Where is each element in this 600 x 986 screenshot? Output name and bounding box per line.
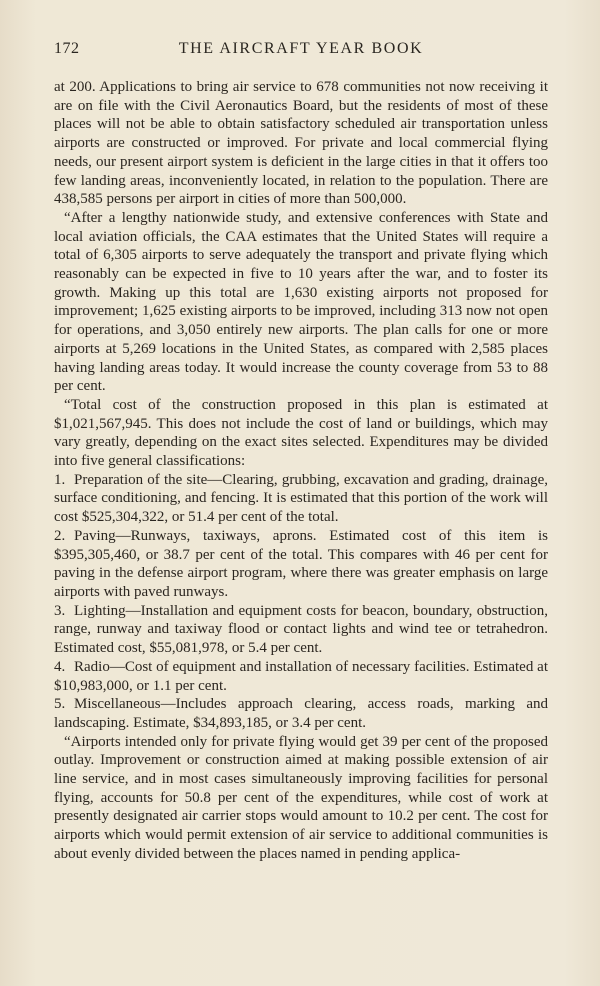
list-item-number: 5. <box>54 696 66 713</box>
list-item-text: Preparation of the site—Clearing, grubbing, excavation and grading, drainage, surface conditioning, and fencing. It is estimated that this portion of the work will cost $525,304,322, or 51.4 per cent of the total. <box>54 471 548 526</box>
paragraph-caa-study: “After a lengthy nationwide study, and extensive conferences with State and local aviation officials, the CAA estimates that the United States will require a total of 6,305 airports to serve adequately the transport and private flying which reasonably can be expected in five to 10 years after the war, and to foster its growth. Making up this total are 1,630 existing airports not proposed for improvement; 1,625 existing airports to be improved, including 313 now not open for operations, and 3,050 entirely new airports. The plan calls for one or more airports at 5,269 locations in the United States, as compared with 2,585 places having landing areas today. It would increase the county coverage from 53 to 88 per cent. <box>54 209 548 395</box>
list-item-number: 1. <box>54 471 66 488</box>
list-item-number: 3. <box>54 602 66 619</box>
list-item-number: 4. <box>54 658 66 675</box>
list-item-text: Miscellaneous—Includes approach clearing, access roads, marking and landscaping. Estimate, $34,893,185, or 3.4 per cent. <box>54 696 548 731</box>
list-item-number: 2. <box>54 527 66 544</box>
list-item-text: Radio—Cost of equipment and installation of necessary facilities. Estimated at $10,983,000, or 1.1 per cent. <box>54 658 548 694</box>
list-item-paving <box>54 527 548 602</box>
body-text <box>54 78 548 864</box>
list-item-text: Paving—Runways, taxiways, aprons. Estimated cost of this item is $395,305,460, or 38.7 per cent of the total. This compares with 46 per cent for paving in the defense airport program, where there was greater emphasis on large airports with paved runways. <box>54 527 548 600</box>
paragraph-total-cost: “Total cost of the construction proposed in this plan is estimated at $1,021,567,945. This does not include the cost of land or buildings, which may vary greatly, depending on the exact sites selected. Expenditures may be divided into five general classifications: <box>54 396 548 470</box>
list-item-site-preparation <box>54 471 548 527</box>
page-header <box>54 40 548 62</box>
list-item-radio <box>54 658 548 695</box>
page-number: 172 <box>54 40 80 57</box>
list-item-miscellaneous <box>54 695 548 732</box>
list-item-text: Lighting—Installation and equipment costs for beacon, boundary, obstruction, range, runway and taxiway flood or contact lights and wind tee or tetrahedron. Estimated cost, $55,081,978, or 5.4 per cent. <box>54 602 548 657</box>
list-item-lighting <box>54 602 548 658</box>
paragraph-continuation: at 200. Applications to bring air service to 678 communities not now receiving it are on file with the Civil Aeronautics Board, but the residents of most of these places will not be able to obtain satisfactory scheduled air transportation unless airports are constructed or improved. For private and local commercial flying needs, our present airport system is deficient in the large cities in that it offers too few landing areas, inconveniently located, in relation to the population. There are 438,585 persons per airport in cities of more than 500,000. <box>54 79 548 208</box>
paragraph-private-flying: “Airports intended only for private flying would get 39 per cent of the proposed outlay. Improvement or construction aimed at making possible extension of air line service, and in most cases simultaneously improving facilities for personal flying, accounts for 50.8 per cent of the expenditures, while cost of work at presently designated air carrier stops would amount to 10.2 per cent. The cost for airports which would permit extension of air service to additional communities is about evenly divided between the places named in pending applica- <box>54 733 548 862</box>
running-head: THE AIRCRAFT YEAR BOOK <box>178 40 424 57</box>
